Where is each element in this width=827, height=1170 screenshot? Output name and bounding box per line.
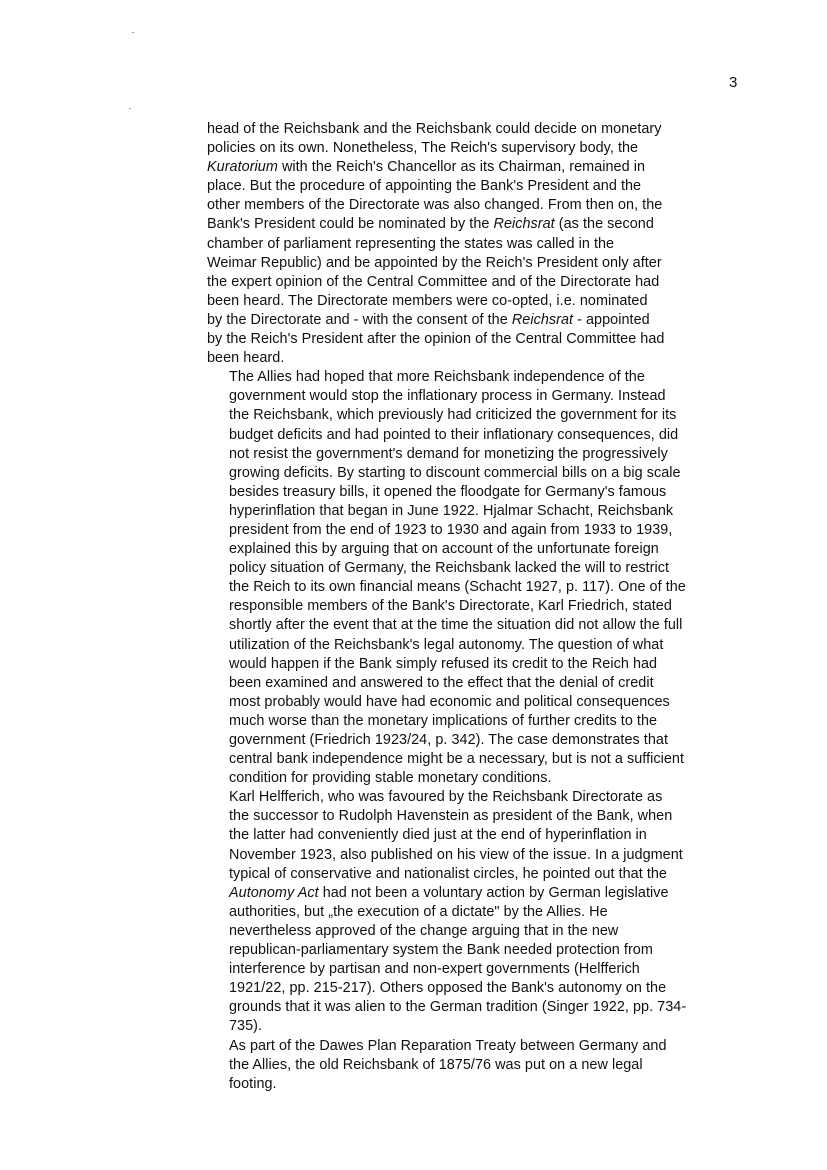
text-line [207,387,749,406]
scan-speck [132,32,134,33]
text-run: November 1923, also published on his view of the issue. In a judgment [229,846,683,863]
text-line [207,158,749,177]
text-line [207,578,749,597]
text-line [207,445,749,464]
text-line [207,1075,749,1094]
text-line [207,979,749,998]
text-line [207,483,749,502]
text-run: head of the Reichsbank and the Reichsbank could decide on monetary [207,121,662,137]
text-run: authorities, but „the execution of a dictate" by the Allies. He [229,903,608,920]
paragraph-3 [207,788,749,1036]
text-line [207,769,749,788]
text-line [207,788,749,807]
text-run: footing. [229,1075,277,1092]
text-line [207,254,749,273]
text-run: other members of the Directorate was also changed. From then on, the [207,197,663,214]
text-line [207,750,749,769]
text-line [207,616,749,635]
text-line [207,196,749,215]
text-line [207,330,749,349]
text-run: by the Directorate and - with the consent of the [207,311,512,328]
italic-term: Reichsrat [511,311,574,328]
scan-speck [129,108,131,109]
text-line [207,120,749,139]
text-line [207,292,749,311]
text-line [207,693,749,712]
text-line [207,731,749,750]
text-run: would happen if the Bank simply refused its credit to the Reich had [229,655,658,672]
text-run: grounds that it was alien to the German tradition (Singer 1922, pp. 734- [229,999,687,1016]
text-run: not resist the government's demand for monetizing the progressively [229,445,668,462]
text-run: The Allies had hoped that more Reichsbank independence of the [229,369,645,386]
text-run: utilization of the Reichsbank's legal autonomy. The question of what [229,636,664,653]
text-line [207,521,749,540]
text-run: (as the second [554,216,654,233]
text-line [207,846,749,865]
text-run: explained this by arguing that on account of the unfortunate foreign [229,541,659,558]
text-run: 1921/22, pp. 215-217). Others opposed the Bank's autonomy on the [229,980,667,997]
body-text [207,120,749,1094]
text-line [207,597,749,616]
text-line [207,865,749,884]
text-run: policies on its own. Nonetheless, The Reich's supervisory body, the [207,140,639,157]
text-line [207,1056,749,1075]
text-line [207,177,749,196]
text-line [207,406,749,425]
text-line [207,139,749,158]
text-line [207,998,749,1017]
text-line [207,464,749,483]
text-run: place. But the procedure of appointing the Bank's President and the [207,178,642,195]
text-run: government (Friedrich 1923/24, p. 342). The case demonstrates that [229,732,668,748]
text-run: budget deficits and had pointed to their inflationary consequences, did [229,426,679,443]
italic-term: Reichsrat [493,216,555,233]
text-run: been heard. [207,350,285,367]
text-run: been heard. The Directorate members were co-opted, i.e. nominated [207,292,648,309]
text-run: the expert opinion of the Central Committee and of the Directorate had [207,273,660,290]
text-line [207,559,749,578]
text-line [207,540,749,559]
text-run: much worse than the monetary implications of further credits to the [229,712,658,729]
text-run: most probably would have had economic and political consequences [229,693,670,710]
text-run: chamber of parliament representing the states was called in the [207,235,615,252]
paragraph-2 [207,368,749,788]
text-run: government would stop the inflationary process in Germany. Instead [229,388,666,405]
text-run: with the Reich's Chancellor as its Chairman, remained in [277,159,646,176]
text-line [207,235,749,254]
paragraph-1 [207,120,749,368]
text-run: the Allies, the old Reichsbank of 1875/76 was put on a new legal [229,1056,643,1073]
text-line [207,884,749,903]
italic-term: Autonomy Act [229,884,319,901]
text-line [207,941,749,960]
text-line [207,1017,749,1036]
text-run: the Reich to its own financial means (Schacht 1927, p. 117). One of the [229,579,686,596]
text-run: central bank independence might be a necessary, but is not a sufficient [229,751,685,768]
text-line [207,807,749,826]
text-run: Karl Helfferich, who was favoured by the Reichsbank Directorate as [229,789,663,806]
text-line [207,368,749,387]
text-line [207,903,749,922]
text-run: growing deficits. By starting to discount commercial bills on a big scale [229,464,681,481]
text-run: been examined and answered to the effect that the denial of credit [229,674,654,691]
text-run: by the Reich's President after the opinion of the Central Committee had [207,331,665,348]
text-run: interference by partisan and non-expert governments (Helfferich [229,961,640,978]
text-run: Bank's President could be nominated by the [207,216,494,233]
text-run: condition for providing stable monetary conditions. [229,770,552,787]
text-run: 735). [229,1018,263,1035]
text-run: the successor to Rudolph Havenstein as president of the Bank, when [229,808,673,825]
text-line [207,826,749,845]
text-line [207,655,749,674]
text-run: policy situation of Germany, the Reichsbank lacked the will to restrict [229,560,669,577]
text-line [207,960,749,979]
text-run: nevertheless approved of the change arguing that in the new [229,922,619,939]
text-run: the Reichsbank, which previously had criticized the government for its [229,407,677,424]
text-line [207,674,749,693]
text-run: had not been a voluntary action by German legislative [318,884,669,901]
text-run: shortly after the event that at the time the situation did not allow the full [229,617,683,634]
text-line [207,636,749,655]
text-line [207,502,749,521]
text-line [207,311,749,330]
page-number: 3 [729,74,738,91]
text-run: Weimar Republic) and be appointed by the Reich's President only after [207,254,662,271]
text-run: besides treasury bills, it opened the floodgate for Germany's famous [229,483,667,500]
text-run: responsible members of the Bank's Directorate, Karl Friedrich, stated [229,598,672,615]
text-run: the latter had conveniently died just at the end of hyperinflation in [229,827,647,844]
text-run: republican-parliamentary system the Bank needed protection from [229,942,653,959]
text-line [207,273,749,292]
text-line [207,215,749,234]
text-line [207,349,749,368]
italic-term: Kuratorium [207,159,278,176]
text-run: president from the end of 1923 to 1930 and again from 1933 to 1939, [229,521,673,538]
text-line [207,1037,749,1056]
text-run: - appointed [573,311,650,328]
text-run: typical of conservative and nationalist circles, he pointed out that the [229,865,667,882]
text-line [207,426,749,445]
text-line [207,712,749,731]
text-line [207,922,749,941]
text-run: As part of the Dawes Plan Reparation Treaty between Germany and [229,1037,667,1054]
text-run: hyperinflation that began in June 1922. Hjalmar Schacht, Reichsbank [229,502,674,519]
paragraph-4 [207,1037,749,1094]
